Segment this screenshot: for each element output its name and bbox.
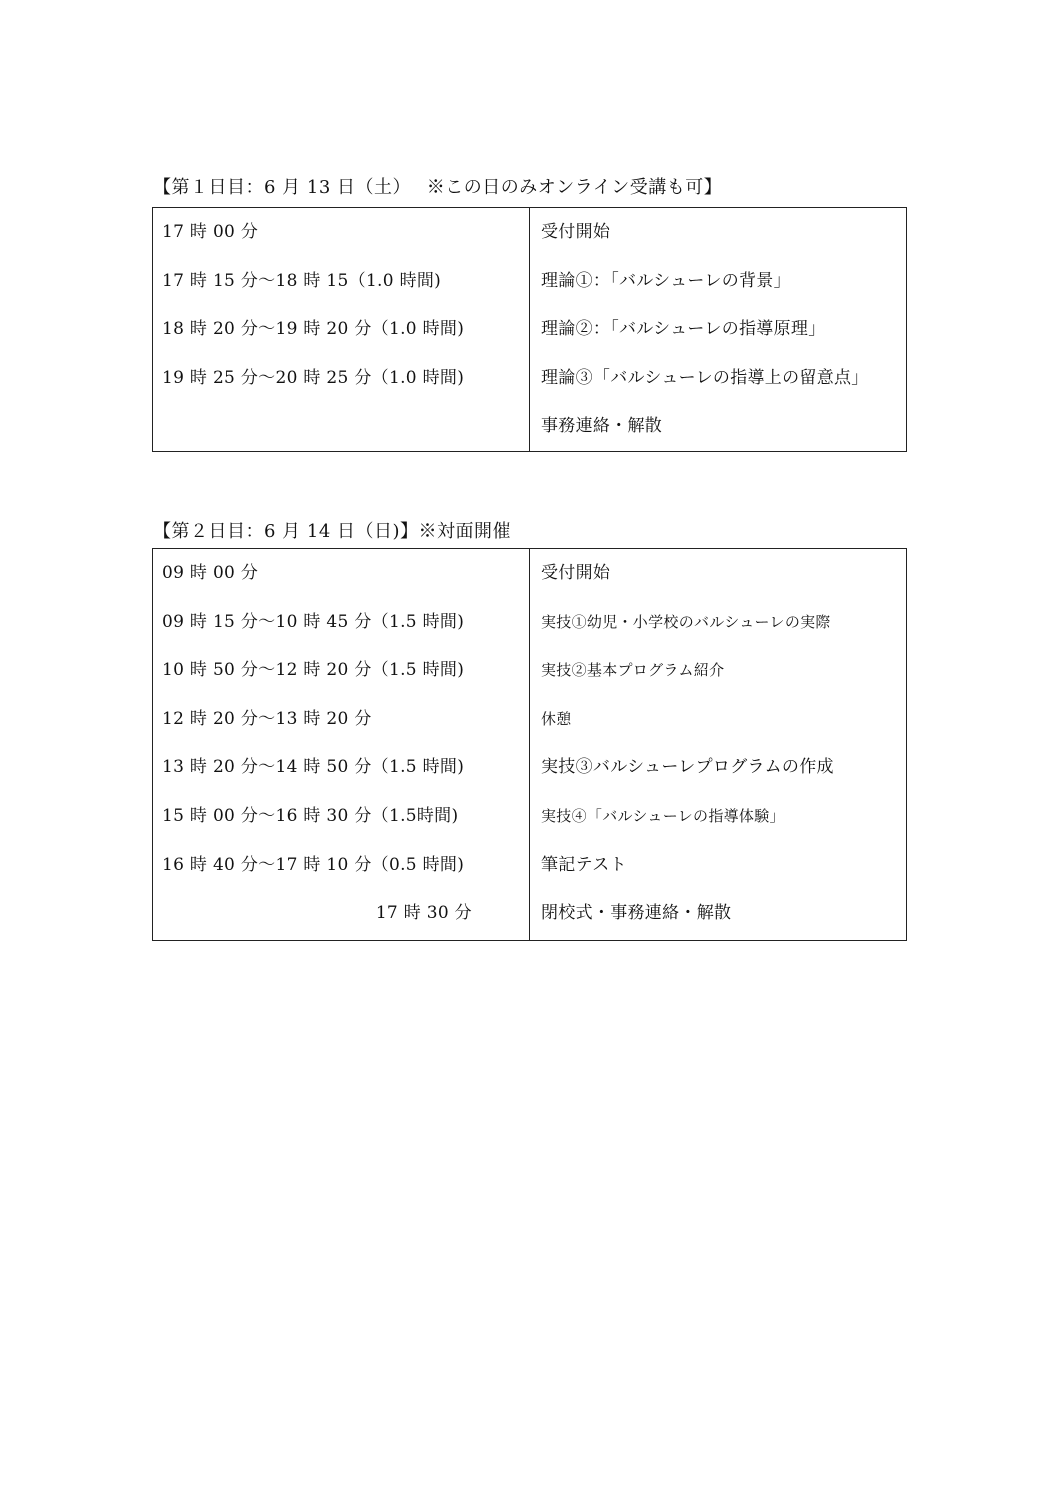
day1-activity-1: 受付開始 [541, 222, 611, 242]
day2-time-7: 16 時 40 分～17 時 10 分（0.5 時間) [162, 854, 465, 875]
day2-time-column [153, 549, 530, 940]
day2-heading: 【第２日目：6 月 14 日（日)】※対面開催 [153, 521, 512, 542]
day1-activity-5: 事務連絡・解散 [541, 416, 663, 437]
day2-time-8: 17 時 30 分 [375, 903, 472, 924]
day2-activity-6: 実技④「バルシューレの指導体験」 [541, 806, 785, 825]
day1-time-4: 19 時 25 分～20 時 25 分（1.0 時間) [162, 367, 465, 388]
day2-activity-8: 閉校式・事務連絡・解散 [541, 903, 732, 924]
day2-activity-3: 実技②基本プログラム紹介 [541, 661, 725, 680]
day1-time-3: 18 時 20 分～19 時 20 分（1.0 時間) [162, 319, 465, 340]
day1-activity-4: 理論③「バルシューレの指導上の留意点」 [541, 367, 869, 388]
day2-activity-7: 筆記テスト [541, 854, 627, 875]
day2-time-5: 13 時 20 分～14 時 50 分（1.5 時間) [162, 757, 465, 778]
day2-time-4: 12 時 20 分～13 時 20 分 [162, 708, 372, 729]
day2-time-2: 09 時 15 分～10 時 45 分（1.5 時間) [162, 611, 465, 632]
day2-activity-2: 実技①幼児・小学校のバルシューレの実際 [541, 612, 831, 631]
day1-time-2: 17 時 15 分～18 時 15（1.0 時間) [162, 270, 442, 291]
day1-activity-2: 理論①：「バルシューレの背景」 [541, 270, 791, 291]
day2-time-6: 15 時 00 分～16 時 30 分（1.5時間) [162, 805, 459, 826]
day1-heading: 【第１日目：6 月 13 日（土） ※この日のみオンライン受講も可】 [153, 177, 723, 198]
day2-activity-1: 受付開始 [541, 563, 611, 583]
day2-activity-column [530, 549, 906, 940]
day2-activity-4: 休憩 [541, 709, 572, 728]
day1-schedule-table [152, 207, 907, 452]
day2-time-1: 09 時 00 分 [162, 563, 259, 583]
day2-schedule-table [152, 548, 907, 941]
day2-activity-5: 実技③バルシューレプログラムの作成 [541, 757, 834, 778]
day1-time-5 [162, 414, 529, 463]
day1-time-1: 17 時 00 分 [162, 222, 259, 242]
day1-activity-column [530, 208, 906, 451]
day2-time-3: 10 時 50 分～12 時 20 分（1.5 時間) [162, 660, 465, 681]
day1-activity-3: 理論②：「バルシューレの指導原理」 [541, 319, 826, 340]
day1-time-column [153, 208, 530, 451]
